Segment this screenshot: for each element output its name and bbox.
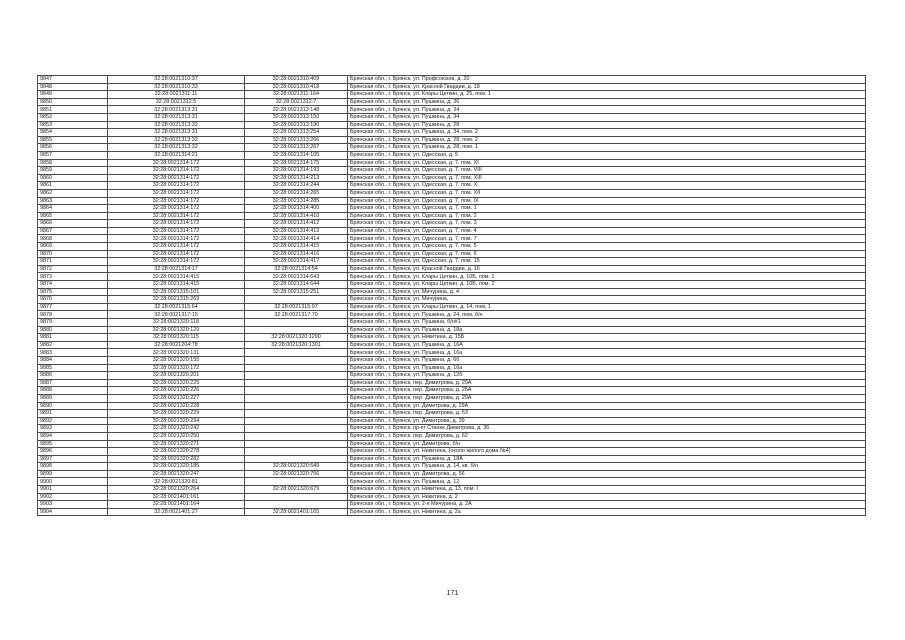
row-number-cell: 9858	[38, 159, 108, 167]
parcel-cadastral-cell: 32:28:0021320:264	[108, 486, 245, 494]
object-cadastral-cell	[245, 394, 348, 402]
object-cadastral-cell: 32:28:0021401:165	[245, 508, 348, 516]
object-cadastral-cell: 32:28:0021320:756	[245, 470, 348, 478]
address-cell: Брянская обл., г. Брянск, ул. Одесская, д. 7, пом. VIII	[348, 167, 866, 175]
table-row	[38, 113, 866, 121]
object-cadastral-cell: 32:28:0021315:97	[245, 303, 348, 311]
address-cell: Брянская обл., г. Брянск, ул. Одесская, д. 7, пом. IX	[348, 197, 866, 205]
object-cadastral-cell	[245, 356, 348, 364]
object-cadastral-cell: 32:28:0021313:266	[245, 136, 348, 144]
parcel-cadastral-cell: 32:28:0021320:247	[108, 470, 245, 478]
row-number-cell: 9892	[38, 417, 108, 425]
row-number-cell: 9873	[38, 273, 108, 281]
row-number-cell: 9847	[38, 76, 108, 84]
parcel-cadastral-cell: 32:28:0021320:185	[108, 463, 245, 471]
object-cadastral-cell: 32:28:0021314:213	[245, 174, 348, 182]
parcel-cadastral-cell: 32:28:0021320:155	[108, 356, 245, 364]
row-number-cell: 9865	[38, 212, 108, 220]
object-cadastral-cell: 32:28:0021314:643	[245, 273, 348, 281]
address-cell: Брянская обл., г. Брянск, ул. Никитина, д. 15Б	[348, 334, 866, 342]
table-row	[38, 273, 866, 281]
object-cadastral-cell: 32:28:0021317:70	[245, 311, 348, 319]
row-number-cell: 9903	[38, 501, 108, 509]
object-cadastral-cell: 32:28:0021314:414	[245, 235, 348, 243]
row-number-cell: 9884	[38, 356, 108, 364]
object-cadastral-cell	[245, 387, 348, 395]
parcel-cadastral-cell: 32:28:0021320:227	[108, 394, 245, 402]
row-number-cell: 9885	[38, 364, 108, 372]
registry-table-body	[38, 76, 866, 516]
address-cell: Брянская обл., г. Брянск, ул. Пушкина, д. 14, кв. б/н	[348, 463, 866, 471]
table-row	[38, 258, 866, 266]
table-row	[38, 501, 866, 509]
parcel-cadastral-cell: 32:28:0021204:78	[108, 341, 245, 349]
object-cadastral-cell: 32:28:0021310:409	[245, 76, 348, 84]
table-row	[38, 463, 866, 471]
address-cell: Брянская обл., г. Брянск, пер. Димитрова, д. 62	[348, 432, 866, 440]
address-cell: Брянская обл., г. Брянск, ул. Мичурина, д. 4	[348, 288, 866, 296]
address-cell: Брянская обл., г. Брянск, ул. Одесская, д. 7, пом. 1	[348, 205, 866, 213]
parcel-cadastral-cell: 32:28:0021313:31	[108, 129, 245, 137]
table-row	[38, 402, 866, 410]
row-number-cell: 9854	[38, 129, 108, 137]
row-number-cell: 9895	[38, 440, 108, 448]
parcel-cadastral-cell: 32:28:0021314:21	[108, 151, 245, 159]
table-row	[38, 281, 866, 289]
row-number-cell: 9897	[38, 455, 108, 463]
table-row	[38, 121, 866, 129]
parcel-cadastral-cell: 32:28:0021314:172	[108, 182, 245, 190]
row-number-cell: 9880	[38, 326, 108, 334]
table-row	[38, 174, 866, 182]
address-cell: Брянская обл., г. Брянск, ул. Пушкина, д. 12	[348, 478, 866, 486]
row-number-cell: 9852	[38, 113, 108, 121]
row-number-cell: 9868	[38, 235, 108, 243]
row-number-cell: 9901	[38, 486, 108, 494]
table-row	[38, 417, 866, 425]
row-number-cell: 9857	[38, 151, 108, 159]
row-number-cell: 9882	[38, 341, 108, 349]
parcel-cadastral-cell: 32:28:0021314:172	[108, 220, 245, 228]
object-cadastral-cell: 32:28:0021314:410	[245, 212, 348, 220]
row-number-cell: 9860	[38, 174, 108, 182]
address-cell: Брянская обл., г. Брянск, ул. Пушкина, д. 34	[348, 106, 866, 114]
table-row	[38, 311, 866, 319]
parcel-cadastral-cell: 32:28:0021320:271	[108, 440, 245, 448]
address-cell: Брянская обл., г. Брянск, ул. Димитрова, д. 39	[348, 417, 866, 425]
object-cadastral-cell: 32:28:0021314:265	[245, 189, 348, 197]
table-row	[38, 334, 866, 342]
object-cadastral-cell: 32:28:0021315:251	[245, 288, 348, 296]
table-row	[38, 425, 866, 433]
parcel-cadastral-cell: 32:28:0021314:172	[108, 227, 245, 235]
parcel-cadastral-cell: 32:28:0021315:269	[108, 296, 245, 304]
row-number-cell: 9889	[38, 394, 108, 402]
parcel-cadastral-cell: 32:28:0021314:172	[108, 250, 245, 258]
row-number-cell: 9870	[38, 250, 108, 258]
table-row	[38, 356, 866, 364]
parcel-cadastral-cell: 32:28:0021320:250	[108, 432, 245, 440]
row-number-cell: 9856	[38, 144, 108, 152]
parcel-cadastral-cell: 32:28:0021314:415	[108, 281, 245, 289]
address-cell: Брянская обл., г. Брянск, ул. Красной Гвардии, д. 18	[348, 83, 866, 91]
object-cadastral-cell: 32:28:0021313:254	[245, 129, 348, 137]
address-cell: Брянская обл., г. Брянск, ул. Клары Цеткин, д. 14, пом. 1	[348, 303, 866, 311]
row-number-cell: 9883	[38, 349, 108, 357]
object-cadastral-cell: 32:28:0021314:413	[245, 227, 348, 235]
table-row	[38, 220, 866, 228]
table-row	[38, 341, 866, 349]
parcel-cadastral-cell: 32:28:0021320:172	[108, 364, 245, 372]
table-row	[38, 410, 866, 418]
row-number-cell: 9879	[38, 319, 108, 327]
table-row	[38, 432, 866, 440]
address-cell: Брянская обл., г. Брянск, ул. Пушкина, д. 16а	[348, 349, 866, 357]
table-row	[38, 288, 866, 296]
row-number-cell: 9866	[38, 220, 108, 228]
object-cadastral-cell	[245, 326, 348, 334]
address-cell: Брянская обл., г. Брянск, ул. Пушкина, д. 16А	[348, 341, 866, 349]
object-cadastral-cell	[245, 402, 348, 410]
row-number-cell: 9877	[38, 303, 108, 311]
row-number-cell: 9859	[38, 167, 108, 175]
parcel-cadastral-cell: 32:28:0021314:172	[108, 258, 245, 266]
address-cell: Брянская обл., г. Брянск, ул. Одесская, д. 7, пом. X	[348, 182, 866, 190]
object-cadastral-cell: 32:28:0021320:679	[245, 486, 348, 494]
parcel-cadastral-cell: 32:28:0021314:172	[108, 159, 245, 167]
table-row	[38, 493, 866, 501]
row-number-cell: 9898	[38, 463, 108, 471]
address-cell: Брянская обл., г. Брянск, ул. Пушкина, д. 28, пом. 1	[348, 144, 866, 152]
address-cell: Брянская обл., г. Брянск, ул. Красной Гвардии, д. 16	[348, 265, 866, 273]
object-cadastral-cell: 32:28:0021310:418	[245, 83, 348, 91]
parcel-cadastral-cell: 32:28:0021401:161	[108, 493, 245, 501]
address-cell: Брянская обл., г. Брянск, ул. Одесская, д. 7, пом. 2	[348, 212, 866, 220]
row-number-cell: 9849	[38, 91, 108, 99]
table-row	[38, 296, 866, 304]
address-cell: Брянская обл., г. Брянск, ул. Мичурина,	[348, 296, 866, 304]
parcel-cadastral-cell: 32:28:0021320:81	[108, 478, 245, 486]
row-number-cell: 9861	[38, 182, 108, 190]
object-cadastral-cell: 32:28:0021313:190	[245, 121, 348, 129]
address-cell: Брянская обл., г. Брянск, пер. Димитрова, д. 53	[348, 410, 866, 418]
table-row	[38, 250, 866, 258]
table-row	[38, 227, 866, 235]
table-row	[38, 151, 866, 159]
parcel-cadastral-cell: 32:28:0021311:11	[108, 91, 245, 99]
address-cell: Брянская обл., г. Брянск, ул. Пушкина, д. 12б	[348, 372, 866, 380]
address-cell: Брянская обл., г. Брянск, ул. Пушкина, б/н#1	[348, 319, 866, 327]
object-cadastral-cell	[245, 493, 348, 501]
address-cell: Брянская обл., г. Брянск, ул. Одесская, д. 7, пом. 5	[348, 243, 866, 251]
table-row	[38, 478, 866, 486]
table-row	[38, 144, 866, 152]
table-row	[38, 136, 866, 144]
parcel-cadastral-cell: 32:28:0021320:118	[108, 319, 245, 327]
object-cadastral-cell	[245, 372, 348, 380]
row-number-cell: 9896	[38, 448, 108, 456]
table-row	[38, 448, 866, 456]
address-cell: Брянская обл., г. Брянск, ул. Одесская, д. 7, пом. XII	[348, 189, 866, 197]
row-number-cell: 9902	[38, 493, 108, 501]
address-cell: Брянская обл., г. Брянск, ул. Пушкина, д. 28, пом. 2	[348, 136, 866, 144]
address-cell: Брянская обл., г. Брянск, ул. Одесская, д. 5	[348, 151, 866, 159]
table-row	[38, 182, 866, 190]
parcel-cadastral-cell: 32:28:0021313:31	[108, 106, 245, 114]
row-number-cell: 9876	[38, 296, 108, 304]
table-row	[38, 486, 866, 494]
table-row	[38, 212, 866, 220]
address-cell: Брянская обл., г. Брянск, ул. Пушкина, д. 34, пом. 2	[348, 129, 866, 137]
table-row	[38, 205, 866, 213]
object-cadastral-cell	[245, 448, 348, 456]
parcel-cadastral-cell: 32:28:0021320:242	[108, 425, 245, 433]
row-number-cell: 9888	[38, 387, 108, 395]
object-cadastral-cell: 32:28:0021312:7	[245, 98, 348, 106]
row-number-cell: 9855	[38, 136, 108, 144]
parcel-cadastral-cell: 32:28:0021312:5	[108, 98, 245, 106]
object-cadastral-cell: 32:28:0021320:1290	[245, 334, 348, 342]
object-cadastral-cell	[245, 417, 348, 425]
object-cadastral-cell: 32:28:0021313:148	[245, 106, 348, 114]
object-cadastral-cell	[245, 440, 348, 448]
object-cadastral-cell	[245, 319, 348, 327]
address-cell: Брянская обл., г. Брянск, ул. Пушкина, д. 16а	[348, 364, 866, 372]
address-cell: Брянская обл., г. Брянск, ул. Никитина, д. 13, пом. I	[348, 486, 866, 494]
object-cadastral-cell: 32:28:0021320:549	[245, 463, 348, 471]
row-number-cell: 9850	[38, 98, 108, 106]
address-cell: Брянская обл., г. Брянск, ул. Одесская, д. 7, пом. XI	[348, 159, 866, 167]
address-cell: Брянская обл., г. Брянск, ул. Одесская, д. 7, пом. 6	[348, 250, 866, 258]
table-row	[38, 83, 866, 91]
table-row	[38, 129, 866, 137]
row-number-cell: 9862	[38, 189, 108, 197]
table-row	[38, 349, 866, 357]
table-row	[38, 394, 866, 402]
row-number-cell: 9904	[38, 508, 108, 516]
address-cell: Брянская обл., г. Брянск, ул. Клары Цеткин, д. 10Б, пом. 2	[348, 281, 866, 289]
object-cadastral-cell	[245, 349, 348, 357]
table-row	[38, 76, 866, 84]
address-cell: Брянская обл., г. Брянск, ул. Димитрова, б/н	[348, 440, 866, 448]
row-number-cell: 9864	[38, 205, 108, 213]
parcel-cadastral-cell: 32:28:0021320:225	[108, 379, 245, 387]
row-number-cell: 9891	[38, 410, 108, 418]
object-cadastral-cell: 32:28:0021311:164	[245, 91, 348, 99]
row-number-cell: 9886	[38, 372, 108, 380]
address-cell: Брянская обл., г. Брянск, ул. 2-я Мичурина, д. 2А	[348, 501, 866, 509]
object-cadastral-cell	[245, 379, 348, 387]
parcel-cadastral-cell: 32:28:0021320:129	[108, 326, 245, 334]
table-row	[38, 189, 866, 197]
row-number-cell: 9899	[38, 470, 108, 478]
row-number-cell: 9871	[38, 258, 108, 266]
parcel-cadastral-cell: 32:28:0021314:172	[108, 167, 245, 175]
row-number-cell: 9878	[38, 311, 108, 319]
parcel-cadastral-cell: 32:28:0021314:415	[108, 273, 245, 281]
parcel-cadastral-cell: 32:28:0021320:229	[108, 410, 245, 418]
address-cell: Брянская обл., г. Брянск, ул. Димитрова, д. 29А	[348, 402, 866, 410]
object-cadastral-cell: 32:28:0021314:105	[245, 151, 348, 159]
address-cell: Брянская обл., г. Брянск, ул. Пушкина, д. 36	[348, 98, 866, 106]
page-number: 171	[446, 590, 459, 597]
object-cadastral-cell	[245, 410, 348, 418]
row-number-cell: 9894	[38, 432, 108, 440]
address-cell: Брянская обл., г. Брянск, ул. Никитина, д. 2а	[348, 508, 866, 516]
address-cell: Брянская обл., г. Брянск, ул. Димитрова, д. 56	[348, 470, 866, 478]
parcel-cadastral-cell: 32:28:0021317:15	[108, 311, 245, 319]
parcel-cadastral-cell: 32:28:0021320:226	[108, 387, 245, 395]
row-number-cell: 9875	[38, 288, 108, 296]
parcel-cadastral-cell: 32:28:0021314:17	[108, 265, 245, 273]
table-row	[38, 455, 866, 463]
table-row	[38, 319, 866, 327]
parcel-cadastral-cell: 32:28:0021313:31	[108, 113, 245, 121]
parcel-cadastral-cell: 32:28:0021401:164	[108, 501, 245, 509]
table-row	[38, 167, 866, 175]
parcel-cadastral-cell: 32:28:0021314:172	[108, 205, 245, 213]
parcel-cadastral-cell: 32:28:0021315:101	[108, 288, 245, 296]
address-cell: Брянская обл., г. Брянск, пер. Димитрова, д. 29А	[348, 394, 866, 402]
address-cell: Брянская обл., г. Брянск, ул. Профсоюзов, д. 20	[348, 76, 866, 84]
row-number-cell: 9890	[38, 402, 108, 410]
table-row	[38, 387, 866, 395]
table-row	[38, 508, 866, 516]
row-number-cell: 9872	[38, 265, 108, 273]
object-cadastral-cell: 32:28:0021313:150	[245, 113, 348, 121]
table-row	[38, 265, 866, 273]
object-cadastral-cell: 32:28:0021314:412	[245, 220, 348, 228]
row-number-cell: 9848	[38, 83, 108, 91]
address-cell: Брянская обл., г. Брянск, ул. Одесская, д. 7, пом. 3	[348, 220, 866, 228]
parcel-cadastral-cell: 32:28:0021314:172	[108, 197, 245, 205]
address-cell: Брянская обл., г. Брянск, пер. Димитрова, д. 29А	[348, 379, 866, 387]
row-number-cell: 9893	[38, 425, 108, 433]
parcel-cadastral-cell: 32:28:0021320:282	[108, 455, 245, 463]
table-row	[38, 303, 866, 311]
parcel-cadastral-cell: 32:28:0021315:64	[108, 303, 245, 311]
parcel-cadastral-cell: 32:28:0021401:27	[108, 508, 245, 516]
object-cadastral-cell: 32:28:0021313:267	[245, 144, 348, 152]
row-number-cell: 9881	[38, 334, 108, 342]
address-cell: Брянская обл., г. Брянск, ул. Никитина, д. 2	[348, 493, 866, 501]
address-cell: Брянская обл., г. Брянск, ул. Пушкина, д. 18А	[348, 455, 866, 463]
object-cadastral-cell: 32:28:0021314:417	[245, 258, 348, 266]
table-row	[38, 379, 866, 387]
table-row	[38, 440, 866, 448]
row-number-cell: 9863	[38, 197, 108, 205]
table-row	[38, 159, 866, 167]
address-cell: Брянская обл., г. Брянск, пр-кт Станке Димитрова, д. 36	[348, 425, 866, 433]
row-number-cell: 9853	[38, 121, 108, 129]
registry-table	[37, 75, 866, 516]
address-cell: Брянская обл., г. Брянск, ул. Пушкина, д. 28	[348, 121, 866, 129]
parcel-cadastral-cell: 32:28:0021314:172	[108, 243, 245, 251]
table-row	[38, 106, 866, 114]
parcel-cadastral-cell: 32:28:0021313:32	[108, 121, 245, 129]
address-cell: Брянская обл., г. Брянск, ул. Пушкина, д. 34	[348, 113, 866, 121]
address-cell: Брянская обл., г. Брянск, пер. Димитрова, д. 25А	[348, 387, 866, 395]
object-cadastral-cell: 32:28:0021314:54	[245, 265, 348, 273]
address-cell: Брянская обл., г. Брянск, ул. Пушкина, д. 18а	[348, 326, 866, 334]
object-cadastral-cell	[245, 425, 348, 433]
object-cadastral-cell: 32:28:0021314:285	[245, 197, 348, 205]
object-cadastral-cell: 32:28:0021314:644	[245, 281, 348, 289]
row-number-cell: 9867	[38, 227, 108, 235]
parcel-cadastral-cell: 32:28:0021314:172	[108, 235, 245, 243]
row-number-cell: 9887	[38, 379, 108, 387]
object-cadastral-cell	[245, 296, 348, 304]
row-number-cell: 9874	[38, 281, 108, 289]
address-cell: Брянская обл., г. Брянск, ул. Клары Цеткин, д. 25, пом. 1	[348, 91, 866, 99]
object-cadastral-cell: 32:28:0021320:1301	[245, 341, 348, 349]
address-cell: Брянская обл., г. Брянск, ул. Одесская, д. 7, пом. XIII	[348, 174, 866, 182]
address-cell: Брянская обл., г. Брянск, ул. Пушкина, д. 24, пом. б/н	[348, 311, 866, 319]
parcel-cadastral-cell: 32:28:0021310:37	[108, 76, 245, 84]
table-row	[38, 243, 866, 251]
table-row	[38, 326, 866, 334]
address-cell: Брянская обл., г. Брянск, ул. Одесская, д. 7, пом. 4	[348, 227, 866, 235]
parcel-cadastral-cell: 32:28:0021320:115	[108, 334, 245, 342]
object-cadastral-cell	[245, 364, 348, 372]
parcel-cadastral-cell: 32:28:0021313:32	[108, 144, 245, 152]
object-cadastral-cell	[245, 455, 348, 463]
object-cadastral-cell: 32:28:0021314:415	[245, 243, 348, 251]
row-number-cell: 9869	[38, 243, 108, 251]
parcel-cadastral-cell: 32:28:0021320:278	[108, 448, 245, 456]
table-row	[38, 364, 866, 372]
parcel-cadastral-cell: 32:28:0021320:228	[108, 402, 245, 410]
parcel-cadastral-cell: 32:28:0021313:32	[108, 136, 245, 144]
address-cell: Брянская обл., г. Брянск, ул. Одесская, д. 7, пом. 7	[348, 235, 866, 243]
row-number-cell: 9900	[38, 478, 108, 486]
object-cadastral-cell: 32:28:0021314:175	[245, 159, 348, 167]
parcel-cadastral-cell: 32:28:0021314:172	[108, 212, 245, 220]
parcel-cadastral-cell: 32:28:0021320:234	[108, 417, 245, 425]
table-row	[38, 470, 866, 478]
parcel-cadastral-cell: 32:28:0021310:33	[108, 83, 245, 91]
table-row	[38, 98, 866, 106]
parcel-cadastral-cell: 32:28:0021314:172	[108, 174, 245, 182]
object-cadastral-cell	[245, 478, 348, 486]
parcel-cadastral-cell: 32:28:0021314:172	[108, 189, 245, 197]
parcel-cadastral-cell: 32:28:0021320:201	[108, 372, 245, 380]
object-cadastral-cell: 32:28:0021314:400	[245, 205, 348, 213]
object-cadastral-cell: 32:28:0021314:244	[245, 182, 348, 190]
address-cell: Брянская обл., г. Брянск, ул. Никитина, (около жилого дома №4)	[348, 448, 866, 456]
table-row	[38, 372, 866, 380]
object-cadastral-cell: 32:28:0021314:416	[245, 250, 348, 258]
address-cell: Брянская обл., г. Брянск, ул. Одесская, д. 7, пом. 15	[348, 258, 866, 266]
table-row	[38, 235, 866, 243]
object-cadastral-cell	[245, 432, 348, 440]
row-number-cell: 9851	[38, 106, 108, 114]
address-cell: Брянская обл., г. Брянск, ул. Пушкина, д. 6б	[348, 356, 866, 364]
table-row	[38, 91, 866, 99]
object-cadastral-cell: 32:28:0021314:193	[245, 167, 348, 175]
table-row	[38, 197, 866, 205]
address-cell: Брянская обл., г. Брянск, ул. Клары Цеткин, д. 10Б, пом. 1	[348, 273, 866, 281]
object-cadastral-cell	[245, 501, 348, 509]
parcel-cadastral-cell: 32:28:0021320:131	[108, 349, 245, 357]
